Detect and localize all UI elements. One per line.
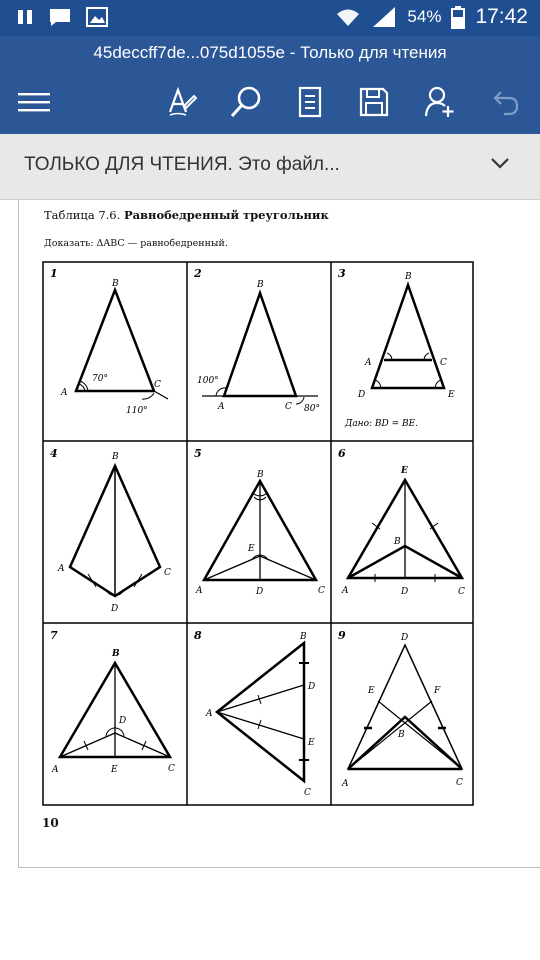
svg-text:B: B <box>112 649 120 659</box>
figure-3 <box>338 267 455 429</box>
svg-text:A: A <box>196 586 203 596</box>
svg-text:C: C <box>440 358 447 368</box>
cell-number: 5 <box>194 447 202 460</box>
figure-1 <box>50 267 168 416</box>
svg-text:C: C <box>154 380 161 390</box>
svg-text:C: C <box>318 586 325 596</box>
svg-text:B: B <box>300 632 307 642</box>
reader-view-icon <box>298 86 322 118</box>
figure-6 <box>338 447 465 597</box>
save-button[interactable] <box>354 82 394 122</box>
svg-text:C: C <box>456 778 463 788</box>
svg-text:E: E <box>248 544 255 554</box>
cell-number: 1 <box>50 267 58 280</box>
svg-text:A: A <box>58 564 65 574</box>
angle-c-label: 110° <box>126 406 148 416</box>
svg-text:A: A <box>61 388 68 398</box>
figure-5 <box>194 447 325 597</box>
save-icon <box>359 87 389 117</box>
clock: 17:42 <box>475 5 528 28</box>
signal-icon <box>371 6 397 28</box>
svg-text:D: D <box>308 682 316 692</box>
svg-text:A: A <box>206 709 213 719</box>
image-icon <box>86 7 108 27</box>
figure-7 <box>50 629 175 775</box>
cell-number: 4 <box>50 447 58 460</box>
figure-9 <box>338 629 463 789</box>
svg-text:F: F <box>434 686 441 696</box>
search-icon <box>229 85 263 119</box>
page-caption <box>44 208 329 222</box>
svg-text:A: A <box>342 586 349 596</box>
page-number: 10 <box>42 816 59 830</box>
chevron-down-icon[interactable] <box>490 156 510 170</box>
cell-number: 8 <box>194 629 202 642</box>
svg-text:C: C <box>168 764 175 774</box>
svg-text:B: B <box>394 537 401 547</box>
document-title: 45deccff7de...075d1055e - Только для чтения <box>0 36 540 72</box>
figure-2 <box>193 267 320 414</box>
angle-a-label: 100° <box>197 376 219 386</box>
svg-text:D: D <box>401 633 409 643</box>
cell-number: 6 <box>338 447 346 460</box>
document-area[interactable] <box>0 200 540 960</box>
figure-4 <box>50 447 171 614</box>
angle-c-label: 80° <box>304 404 320 414</box>
svg-text:C: C <box>285 402 292 412</box>
svg-text:A: A <box>52 765 59 775</box>
svg-text:B: B <box>405 272 412 282</box>
svg-text:D: D <box>111 604 119 614</box>
svg-text:E: E <box>368 686 375 696</box>
svg-text:A: A <box>218 402 225 412</box>
caption-title: Равнобедренный треугольник <box>123 208 329 222</box>
svg-text:E: E <box>401 466 408 476</box>
angle-a-label: 70° <box>92 374 108 384</box>
share-button[interactable] <box>420 82 460 122</box>
svg-text:B: B <box>112 279 119 289</box>
svg-text:B: B <box>398 730 405 740</box>
draw-button[interactable] <box>162 82 202 122</box>
draw-icon <box>166 86 198 118</box>
svg-text:D: D <box>401 587 409 597</box>
svg-text:D: D <box>256 587 264 597</box>
page-subcaption: Доказать: ΔABC — равнобедренный. <box>44 238 228 249</box>
message-icon <box>48 7 72 27</box>
undo-icon <box>492 88 520 116</box>
menu-icon <box>17 90 51 114</box>
battery-icon <box>451 5 465 29</box>
read-only-banner[interactable] <box>0 134 540 200</box>
svg-text:E: E <box>111 765 118 775</box>
svg-text:B: B <box>112 452 119 462</box>
svg-text:A: A <box>365 358 372 368</box>
cell-number: 2 <box>194 267 202 280</box>
svg-text:E: E <box>308 738 315 748</box>
undo-button[interactable] <box>486 82 526 122</box>
figure-table <box>42 261 476 807</box>
read-only-banner-text: ТОЛЬКО ДЛЯ ЧТЕНИЯ. Это файл... <box>24 154 340 175</box>
figure-8 <box>194 629 315 798</box>
search-button[interactable] <box>226 82 266 122</box>
status-bar <box>0 0 540 36</box>
svg-text:C: C <box>304 788 311 798</box>
pause-icon <box>16 8 34 26</box>
given-text: Дано: BD = BE. <box>345 419 419 429</box>
cell-number: 9 <box>338 629 346 642</box>
cell-number: 7 <box>50 629 58 642</box>
svg-text:B: B <box>257 470 264 480</box>
menu-button[interactable] <box>14 82 54 122</box>
caption-prefix: Таблица 7.6. <box>44 208 124 222</box>
cell-number: 3 <box>338 267 346 280</box>
svg-text:D: D <box>358 390 366 400</box>
share-person-icon <box>424 86 456 118</box>
reader-view-button[interactable] <box>290 82 330 122</box>
svg-text:C: C <box>164 568 171 578</box>
svg-text:B: B <box>257 280 264 290</box>
svg-text:A: A <box>342 779 349 789</box>
battery-percent: 54% <box>407 7 442 26</box>
svg-text:E: E <box>448 390 455 400</box>
wifi-icon <box>335 6 361 28</box>
svg-text:C: C <box>458 587 465 597</box>
svg-text:D: D <box>119 716 127 726</box>
toolbar <box>0 72 540 134</box>
